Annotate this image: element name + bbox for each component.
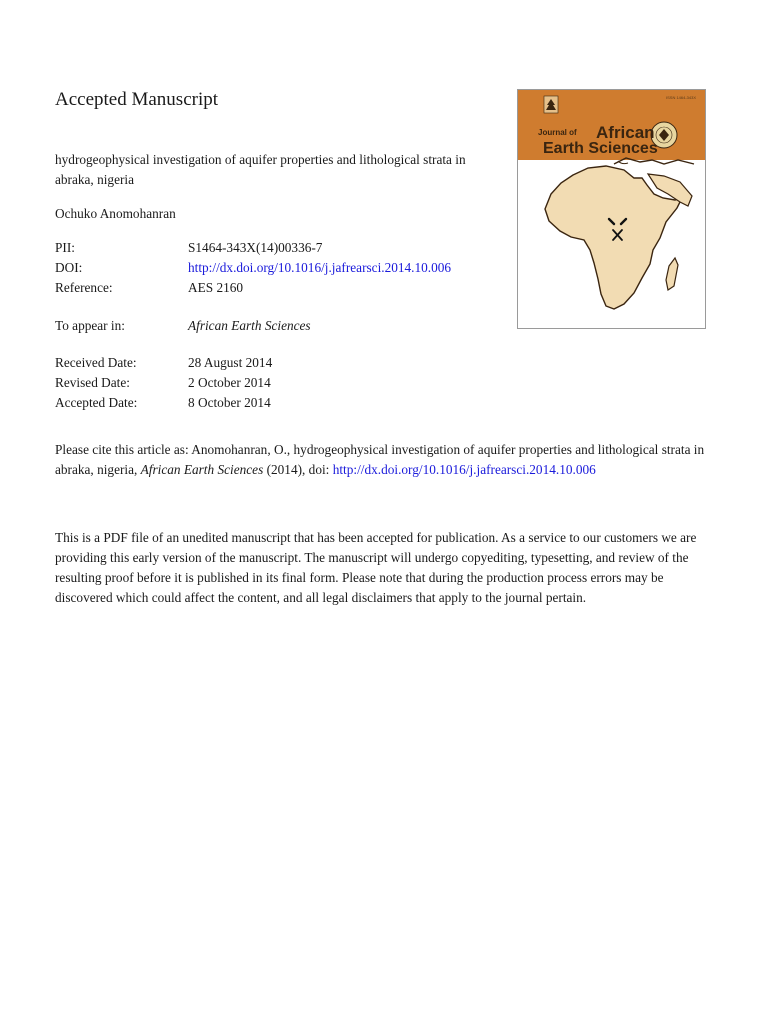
citation-journal: African Earth Sciences xyxy=(140,462,264,477)
citation-year-doi: (2014), doi: xyxy=(263,462,333,477)
appear-block xyxy=(55,316,311,336)
doi-row xyxy=(55,258,451,278)
identifier-block xyxy=(55,238,451,298)
cover-issn: ISSN 1464-343X xyxy=(666,95,697,100)
manuscript-notice: This is a PDF file of an unedited manuscript that has been accepted for publication. As a service to our customers we are providing this early version of the manuscript. The manuscript will undergo copyediting, typesetting, and review of the resulting proof before it is published in its final form. Please note that during the production process errors may be discovered which could affect the content, and all legal disclaimers that apply to the journal pertain. xyxy=(55,530,697,605)
appear-label: To appear in: xyxy=(55,318,125,333)
elsevier-logo-icon xyxy=(544,96,558,113)
accepted-label: Accepted Date: xyxy=(55,395,138,410)
accepted-row xyxy=(55,393,272,413)
article-title: hydrogeophysical investigation of aquifer properties and lithological strata in abraka, nigeria xyxy=(55,152,466,187)
cover-african: African xyxy=(596,123,655,142)
doi-label: DOI: xyxy=(55,260,83,275)
citation-link[interactable]: http://dx.doi.org/10.1016/j.jafrearsci.2014.10.006 xyxy=(332,462,596,477)
pii-label: PII: xyxy=(55,240,75,255)
pii-row xyxy=(55,238,451,258)
pii-value: S1464-343X(14)00336-7 xyxy=(188,240,323,255)
doi-link[interactable]: http://dx.doi.org/10.1016/j.jafrearsci.2014.10.006 xyxy=(188,260,452,275)
reference-label: Reference: xyxy=(55,280,113,295)
reference-value: AES 2160 xyxy=(188,280,244,295)
journal-cover xyxy=(517,89,706,329)
received-value: 28 August 2014 xyxy=(188,355,273,370)
citation-paragraph xyxy=(55,440,715,480)
appear-row xyxy=(55,316,311,336)
citation-prefix: Please cite this article as: Anomohanran, O., hydrogeophysical investigation of aquifer properties and lithological strata in abraka, nigeria, xyxy=(55,442,705,477)
received-label: Received Date: xyxy=(55,355,137,370)
madagascar-icon xyxy=(666,258,678,290)
cover-journal-of: Journal of xyxy=(538,128,577,137)
cover-earth-sciences: Earth Sciences xyxy=(543,140,658,157)
revised-row xyxy=(55,373,272,393)
reference-row xyxy=(55,278,451,298)
page-heading: Accepted Manuscript xyxy=(55,89,219,110)
accepted-value: 8 October 2014 xyxy=(188,395,271,410)
article-author: Ochuko Anomohanran xyxy=(55,206,176,221)
revised-label: Revised Date: xyxy=(55,375,130,390)
revised-value: 2 October 2014 xyxy=(188,375,271,390)
received-row xyxy=(55,353,272,373)
appear-journal: African Earth Sciences xyxy=(188,318,311,333)
dates-block xyxy=(55,353,272,413)
